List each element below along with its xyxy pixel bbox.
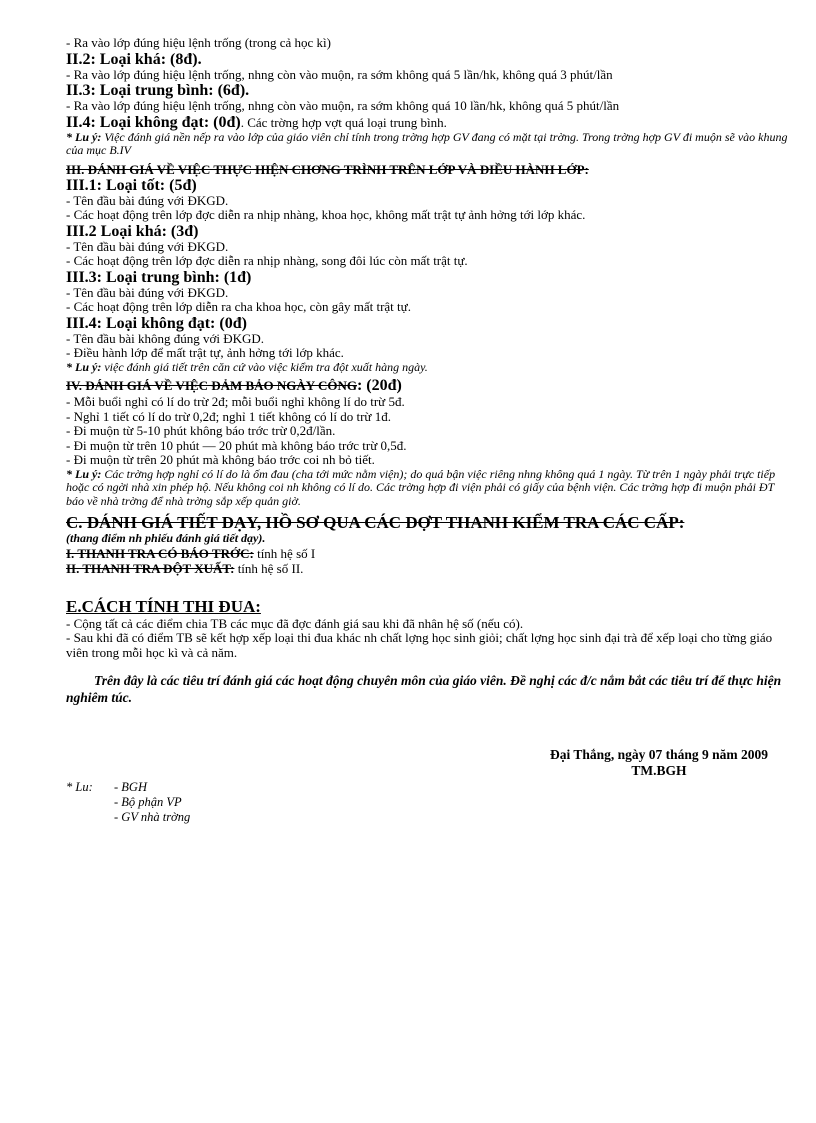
document-body [66, 36, 794, 706]
inspection-row [66, 546, 794, 562]
inspection-value: tính hệ số I [253, 545, 316, 561]
recipient-item: - Bộ phận VP [114, 795, 182, 809]
note-text: Các trờng hợp nghỉ có lí do là ốm đau (cha tới mức nằm viện); do quá bận việc riêng nhng không quá 1 ngày. Từ trên 1 ngày phải trực tiếp hoặc có ngời nhà xin phép hộ. Nếu không coi nh không có lí do. Các trờng hợp đi viện phải có giấy của bệnh viện. Các trờng hợp đi muộn phải ĐT báo về nhà trờng để nhà trờng sắp xếp quản giờ. [66, 466, 776, 508]
section-title: C. ĐÁNH GIÁ TIẾT DẠY, HỒ SƠ QUA CÁC ĐỢT THANH KIỂM TRA CÁC CẤP: [66, 513, 685, 532]
note-label: * Lu ý: [66, 129, 102, 144]
text-line: - Tên đầu bài đúng với ĐKGD. [66, 192, 229, 208]
section-heading: III.4: Loại không đạt: (0đ) [66, 314, 247, 332]
text-line: - Sau khi đã có điểm TB sẽ kết hợp xếp loại thi đua khác nh chất lợng học sinh giỏi; chất lợng học sinh đại trà để xếp loại cho từng giáo viên trong mỗi học kì và cả năm. [66, 630, 773, 660]
section-heading: II.3: Loại trung bình: (6đ). [66, 82, 250, 99]
text-line: - Ra vào lớp đúng hiệu lệnh trống (trong cả học kì) [66, 35, 332, 50]
section-heading: II.2: Loại khá: (8đ). [66, 50, 202, 68]
section-title: IV. ĐÁNH GIÁ VỀ VIỆC ĐẢM BẢO NGÀY CÔNG [66, 378, 357, 393]
section-title-row [66, 377, 794, 395]
note-label: * Lu ý: [66, 359, 102, 374]
inspection-label: I. THANH TRA CÓ BÁO TRỚC: [66, 545, 254, 561]
section-title: E.CÁCH TÍNH THI ĐUA: [66, 596, 261, 616]
section-heading-tail: . Các trờng hợp vợt quá loại trung bình. [240, 114, 447, 130]
closing-paragraph: Trên đây là các tiêu trí đánh giá các hoạt động chuyên môn của giáo viên. Đề nghị các đ/c nắm bắt các tiêu trí để thực hiện nghiêm túc. [66, 673, 782, 705]
text-line: - Cộng tất cả các điểm chia TB các mục đã đợc đánh giá sau khi đã nhân hệ số (nếu có). [66, 615, 524, 631]
text-line: - Đi muộn từ trên 20 phút mà không báo trớc coi nh bỏ tiết. [66, 452, 375, 467]
place-date: Đại Thắng, ngày 07 tháng 9 năm 2009 [549, 747, 769, 762]
text-line: - Tên đầu bài đúng với ĐKGD. [66, 238, 229, 254]
text-line: - Các hoạt động trên lớp đợc diễn ra nhịp nhàng, khoa học, không mất trật tự ảnh hởng tới lớp khác. [66, 207, 586, 222]
section-heading: III.2 Loại khá: (3đ) [66, 222, 199, 240]
text-line: - Tên đầu bài đúng với ĐKGD. [66, 284, 229, 300]
section-heading-row [66, 114, 794, 131]
text-line: - Ra vào lớp đúng hiệu lệnh trống, nhng còn vào muộn, ra sớm không quá 5 lần/hk, không quá 3 phút/lần [66, 66, 613, 82]
section-subtitle: (thang điểm nh phiếu đánh giá tiết dạy). [66, 531, 266, 545]
note [66, 468, 794, 509]
text-line: - Tên đầu bài không đúng với ĐKGD. [66, 330, 264, 346]
section-title-tail: : (20đ) [356, 377, 402, 394]
text-line: - Nghỉ 1 tiết có lí do trừ 0,2đ; nghỉ 1 tiết không có lí do trừ 1đ. [66, 408, 391, 424]
inspection-row [66, 561, 794, 577]
note-text: việc đánh giá tiết trên căn cứ vào việc kiểm tra đột xuất hàng ngày. [101, 359, 428, 374]
text-line: - Các hoạt động trên lớp diễn ra cha khoa học, còn gây mất trật tự. [66, 299, 411, 314]
note [66, 361, 794, 375]
text-line: - Mỗi buổi nghỉ có lí do trừ 2đ; mỗi buổi nghỉ không lí do trừ 5đ. [66, 394, 405, 409]
text-line: - Ra vào lớp đúng hiệu lệnh trống, nhng còn vào muộn, ra sớm không quá 10 lần/hk, không quá 5 phút/lần [66, 98, 620, 113]
recipient-item: - BGH [114, 780, 147, 794]
section-heading: III.3: Loại trung bình: (1đ) [66, 268, 252, 286]
recipients-block [66, 780, 190, 825]
recipient-item: - GV nhà trờng [114, 810, 191, 824]
inspection-label: II. THANH TRA ĐỘT XUẤT: [66, 561, 235, 576]
note-label: * Lu ý: [66, 466, 102, 481]
recipients-label: * Lu: [66, 780, 93, 794]
text-line: - Đi muộn từ 5-10 phút không báo trớc trừ 0,2đ/lần. [66, 423, 336, 438]
section-heading: III.1: Loại tốt: (5đ) [66, 176, 197, 194]
text-line: - Các hoạt động trên lớp đợc diễn ra nhịp nhàng, song đôi lúc còn mất trật tự. [66, 253, 468, 268]
signature-block [524, 747, 794, 779]
note-text: Việc đánh giá nền nếp ra vào lớp của giáo viên chỉ tính trong trờng hợp GV đang có mặt tại trờng. Trong trờng hợp GV đi muộn sẽ vào khung của mục B.IV [66, 129, 788, 157]
recipient-row [66, 780, 190, 795]
note [66, 131, 794, 158]
inspection-value: tính hệ số II. [234, 561, 304, 576]
text-line: - Đi muộn từ trên 10 phút — 20 phút mà không báo trớc trừ 0,5đ. [66, 437, 407, 453]
signer-role: TM.BGH [631, 763, 687, 778]
text-line: - Điều hành lớp để mất trật tự, ảnh hởng tới lớp khác. [66, 345, 344, 360]
section-title: III. ĐÁNH GIÁ VỀ VIỆC THỰC HIỆN CHƠNG TRÌNH TRÊN LỚP VÀ ĐIỀU HÀNH LỚP: [66, 161, 589, 177]
section-heading: II.4: Loại không đạt: (0đ) [66, 113, 241, 131]
